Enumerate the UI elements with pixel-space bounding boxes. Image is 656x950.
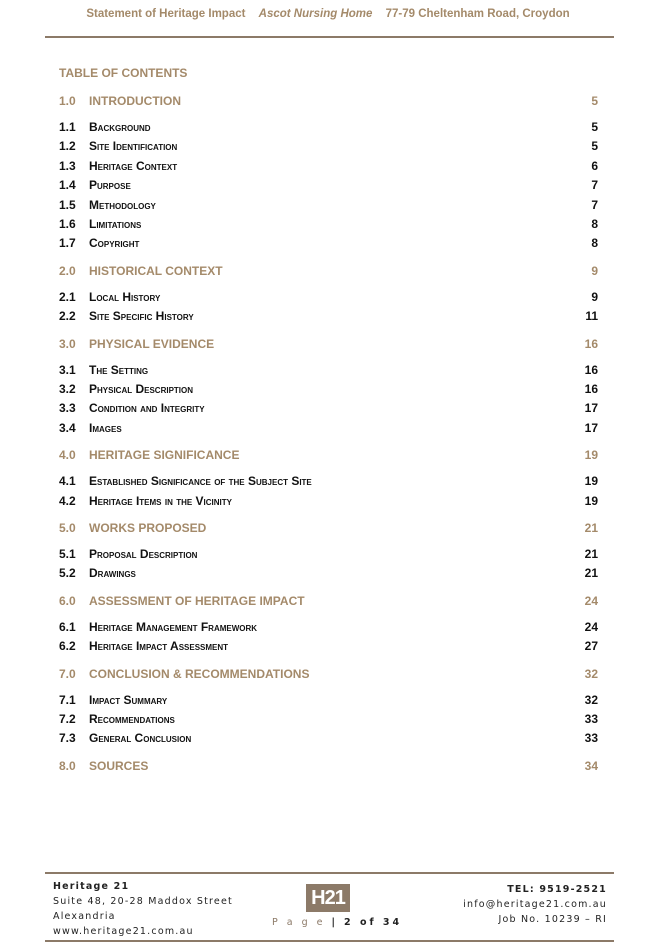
toc-subsection-row[interactable] bbox=[59, 157, 598, 175]
toc-entry-page: 21 bbox=[584, 547, 598, 561]
footer-address1: Suite 48, 20-28 Maddox Street bbox=[53, 896, 233, 907]
footer-rule-bottom bbox=[45, 940, 614, 942]
toc-entry-label: Heritage Impact Assessment bbox=[89, 639, 229, 654]
toc-entry-page: 19 bbox=[584, 474, 598, 489]
toc-entry-label: CONCLUSION & RECOMMENDATIONS bbox=[89, 666, 310, 681]
footer-job: Job No. 10239 – RI bbox=[498, 914, 607, 925]
toc-title: TABLE OF CONTENTS bbox=[59, 66, 188, 80]
toc-entry-label: PHYSICAL EVIDENCE bbox=[89, 336, 215, 351]
toc-entry-page: 7 bbox=[591, 197, 598, 212]
toc-entry-label: Site Specific History bbox=[89, 309, 194, 324]
toc-section-row[interactable] bbox=[59, 92, 598, 110]
page-number bbox=[272, 917, 402, 928]
footer-right bbox=[463, 882, 607, 927]
header-rule bbox=[45, 36, 614, 38]
toc-entry-page: 9 bbox=[591, 289, 598, 304]
toc-subsection-row[interactable] bbox=[59, 196, 598, 214]
toc-entry-label: Condition and Integrity bbox=[89, 401, 205, 416]
toc-entry-page: 16 bbox=[584, 382, 598, 396]
toc-entry-num: 1.6 bbox=[59, 217, 76, 231]
toc-subsection-row[interactable] bbox=[59, 564, 598, 582]
toc-subsection-row[interactable] bbox=[59, 361, 598, 379]
toc-section-row[interactable] bbox=[59, 335, 598, 353]
toc-entry-label: Heritage Management Framework bbox=[89, 619, 258, 634]
toc-entry-label: HERITAGE SIGNIFICANCE bbox=[89, 448, 240, 463]
toc-entry-num: 7.0 bbox=[59, 666, 76, 681]
toc-entry-label: Recommendations bbox=[89, 712, 175, 726]
toc-subsection-row[interactable] bbox=[59, 234, 598, 252]
toc-entry-page: 24 bbox=[584, 593, 598, 608]
toc-entry-label: Background bbox=[89, 120, 151, 134]
footer-left bbox=[53, 879, 233, 939]
toc-entry-page: 27 bbox=[584, 639, 598, 654]
toc-section-row[interactable] bbox=[59, 757, 598, 775]
toc-subsection-row[interactable] bbox=[59, 419, 598, 437]
toc-section-row[interactable] bbox=[59, 262, 598, 280]
toc-entry-page: 16 bbox=[584, 362, 598, 377]
toc-section-row[interactable] bbox=[59, 519, 598, 537]
toc-entry-page: 16 bbox=[584, 336, 598, 351]
header-address: 77-79 Cheltenham Road, Croydon bbox=[385, 8, 570, 20]
toc-entry-page: 17 bbox=[584, 420, 598, 435]
footer-address2: Alexandria bbox=[53, 911, 116, 922]
toc-entry-page: 8 bbox=[591, 236, 598, 251]
toc-subsection-row[interactable] bbox=[59, 215, 598, 233]
footer-email: info@heritage21.com.au bbox=[463, 899, 607, 910]
toc-subsection-row[interactable] bbox=[59, 176, 598, 194]
toc-entry-num: 7.2 bbox=[59, 712, 76, 726]
header-title: Statement of Heritage Impact bbox=[86, 8, 246, 20]
toc-entry-label: Local History bbox=[89, 289, 161, 304]
toc-entry-label: Purpose bbox=[89, 178, 131, 193]
toc-subsection-row[interactable] bbox=[59, 137, 598, 155]
toc-entry-page: 21 bbox=[584, 521, 598, 535]
toc-entry-num: 3.3 bbox=[59, 401, 76, 416]
toc-entry-num: 1.0 bbox=[59, 94, 76, 108]
toc-entry-label: Impact Summary bbox=[89, 692, 168, 707]
toc-entry-num: 4.0 bbox=[59, 448, 76, 463]
toc-entry-page: 5 bbox=[591, 139, 598, 154]
toc-section-row[interactable] bbox=[59, 592, 598, 610]
footer-web: www.heritage21.com.au bbox=[53, 926, 194, 937]
toc-entry-num: 5.2 bbox=[59, 566, 76, 581]
toc-entry-page: 32 bbox=[584, 692, 598, 707]
toc-entry-page: 17 bbox=[584, 401, 598, 416]
toc-entry-label: Limitations bbox=[89, 217, 142, 231]
heritage21-logo: H21 bbox=[306, 884, 350, 912]
toc-entry-label: WORKS PROPOSED bbox=[89, 521, 207, 535]
toc-entry-num: 4.1 bbox=[59, 474, 76, 489]
toc-entry-page: 9 bbox=[591, 263, 598, 278]
toc-entry-label: ASSESSMENT OF HERITAGE IMPACT bbox=[89, 593, 305, 608]
toc-entry-label: Drawings bbox=[89, 566, 136, 581]
toc-entry-num: 3.4 bbox=[59, 420, 76, 435]
toc-entry-label: Site Identification bbox=[89, 139, 178, 154]
toc-entry-num: 7.3 bbox=[59, 731, 76, 746]
toc-entry-page: 19 bbox=[584, 493, 598, 508]
toc-entry-page: 11 bbox=[585, 309, 598, 324]
toc-subsection-row[interactable] bbox=[59, 710, 598, 728]
toc-subsection-row[interactable] bbox=[59, 729, 598, 747]
toc-entry-num: 8.0 bbox=[59, 758, 76, 773]
page-header bbox=[0, 8, 656, 20]
toc-entry-label: General Conclusion bbox=[89, 731, 192, 746]
toc-entry-num: 1.3 bbox=[59, 158, 76, 173]
toc-entry-label: Proposal Description bbox=[89, 547, 198, 561]
toc-entry-page: 5 bbox=[591, 94, 598, 108]
toc-entry-label: Methodology bbox=[89, 197, 156, 212]
toc-entry-num: 1.1 bbox=[59, 120, 76, 134]
toc-entry-num: 3.1 bbox=[59, 362, 76, 377]
toc-entry-label: HISTORICAL CONTEXT bbox=[89, 263, 223, 278]
toc-entry-label: INTRODUCTION bbox=[89, 94, 181, 108]
toc-entry-label: Heritage Context bbox=[89, 158, 178, 173]
toc-entry-num: 7.1 bbox=[59, 692, 76, 707]
toc-entry-page: 33 bbox=[584, 712, 598, 726]
toc-section-row[interactable] bbox=[59, 446, 598, 464]
toc-entry-page: 33 bbox=[584, 731, 598, 746]
toc-subsection-row[interactable] bbox=[59, 492, 598, 510]
toc-entry-num: 3.0 bbox=[59, 336, 76, 351]
toc-entry-label: Images bbox=[89, 420, 122, 435]
toc-entry-page: 21 bbox=[584, 566, 598, 581]
toc-entry-page: 32 bbox=[584, 666, 598, 681]
toc-entry-page: 8 bbox=[591, 217, 598, 231]
page-of: 2 of 34 bbox=[344, 917, 403, 928]
toc-entry-num: 3.2 bbox=[59, 382, 76, 396]
toc-subsection-row[interactable] bbox=[59, 380, 598, 398]
toc-entry-num: 1.2 bbox=[59, 139, 76, 154]
toc-subsection-row[interactable] bbox=[59, 618, 598, 636]
toc-entry-label: Copyright bbox=[89, 236, 140, 251]
toc-subsection-row[interactable] bbox=[59, 399, 598, 417]
toc-entry-num: 2.0 bbox=[59, 263, 76, 278]
toc-entry-page: 19 bbox=[584, 448, 598, 463]
toc-subsection-row[interactable] bbox=[59, 472, 598, 490]
toc-entry-label: The Setting bbox=[89, 362, 149, 377]
toc-entry-label: Established Significance of the Subject Site bbox=[89, 474, 312, 489]
toc-entry-num: 1.5 bbox=[59, 197, 76, 212]
toc-subsection-row[interactable] bbox=[59, 691, 598, 709]
toc-entry-page: 7 bbox=[591, 178, 598, 193]
footer-tel: TEL: 9519-2521 bbox=[507, 884, 607, 895]
toc-entry-page: 34 bbox=[584, 758, 598, 773]
toc-entry-page: 5 bbox=[591, 120, 598, 134]
toc-entry-page: 24 bbox=[584, 619, 598, 634]
toc-subsection-row[interactable] bbox=[59, 545, 598, 563]
toc-entry-num: 1.4 bbox=[59, 178, 76, 193]
toc-entry-num: 6.1 bbox=[59, 619, 76, 634]
toc-entry-label: Physical Description bbox=[89, 382, 194, 396]
toc-entry-num: 4.2 bbox=[59, 493, 76, 508]
toc-entry-num: 5.0 bbox=[59, 521, 76, 535]
toc-entry-page: 6 bbox=[591, 158, 598, 173]
toc-subsection-row[interactable] bbox=[59, 288, 598, 306]
toc-entry-num: 5.1 bbox=[59, 547, 76, 561]
page-word: P a g e bbox=[272, 917, 326, 928]
toc-entry-num: 1.7 bbox=[59, 236, 76, 251]
toc-section-row[interactable] bbox=[59, 665, 598, 683]
toc-entry-num: 6.2 bbox=[59, 639, 76, 654]
toc-entry-num: 2.2 bbox=[59, 309, 76, 324]
toc-entry-num: 6.0 bbox=[59, 593, 76, 608]
toc-entry-label: Heritage Items in the Vicinity bbox=[89, 493, 232, 508]
toc-subsection-row[interactable] bbox=[59, 637, 598, 655]
toc-subsection-row[interactable] bbox=[59, 307, 598, 325]
footer-rule-top bbox=[45, 872, 614, 874]
header-site: Ascot Nursing Home bbox=[258, 8, 373, 20]
toc-entry-label: SOURCES bbox=[89, 758, 149, 773]
page-separator: | bbox=[331, 917, 339, 928]
toc-subsection-row[interactable] bbox=[59, 118, 598, 136]
toc-entry-num: 2.1 bbox=[59, 289, 76, 304]
footer-company: Heritage 21 bbox=[53, 881, 130, 892]
